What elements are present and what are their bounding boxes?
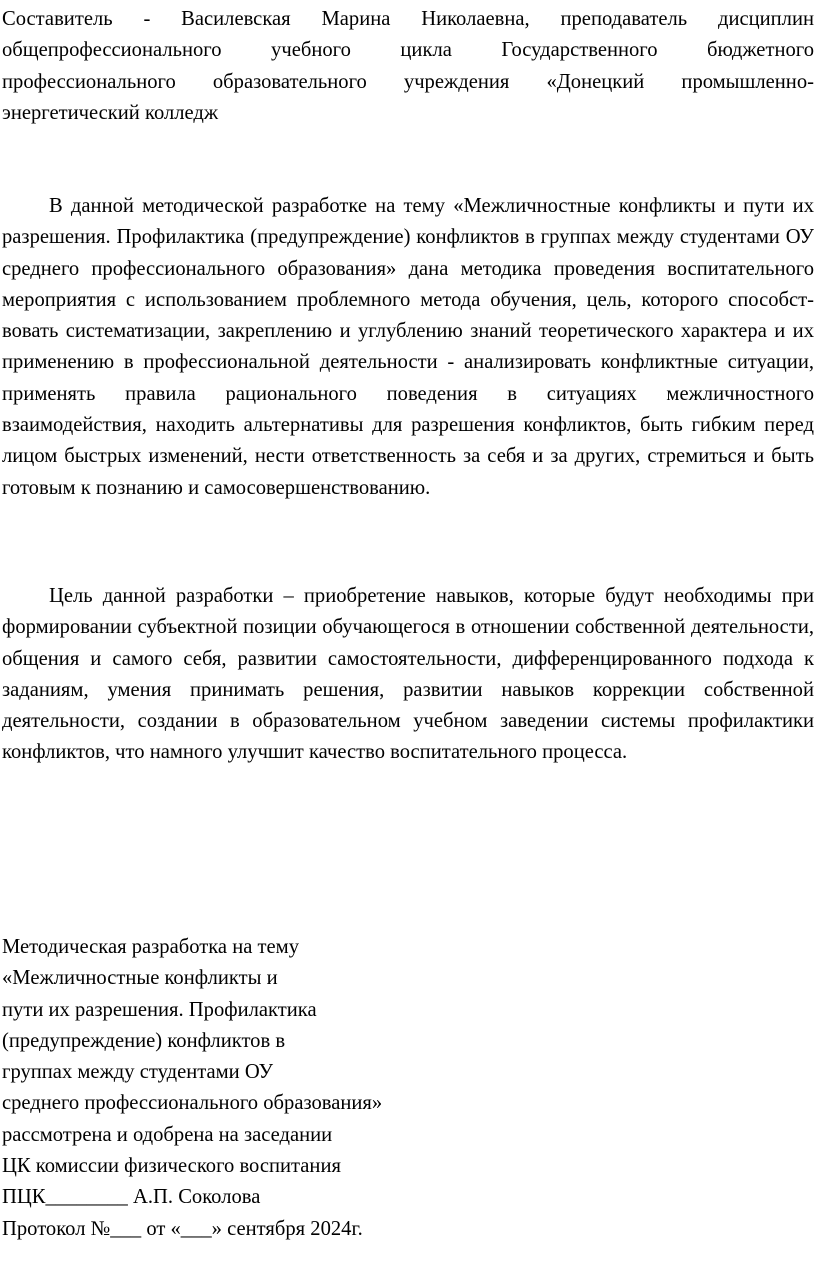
protocol-line: Протокол №___ от «___» сентября 2024г. <box>2 1217 363 1240</box>
author-paragraph: Составитель - Василевская Марина Николаевна, преподаватель дисциплин общепрофессионального учебного цикла Государственного бюджетного профессионального образовательного учреждения «Донецкий промышленно-энергетический колледж <box>2 8 814 124</box>
intro-paragraph: В данной методической разработке на тему «Межличностные конфликты и пути их разрешения. Профилактика (предупреждение) конфликтов в группах между студентами ОУ среднего профессионального образования» дана методика проведения воспитательного мероприятия с использованием проблемного метода обучения, цель, которого способст-вовать систематизации, закреплению и углублению знаний теоретического характера и их применению в профессиональной деятельности - анализировать конфликтные ситуации, применять правила рационального поведения в ситуациях межличностного взаимодействия, находить альтернативы для разрешения конфликтов, быть гибким перед лицом быстрых изменений, нести ответственность за себя и за других, стремиться и быть готовым к познанию и самосовершенствованию. <box>2 195 814 499</box>
approval-line: пути их разрешения. Профилактика <box>2 998 317 1021</box>
approval-line: ЦК комиссии физического воспитания <box>2 1155 341 1178</box>
approval-line: Методическая разработка на тему <box>2 936 299 958</box>
signature-line: ПЦК________ А.П. Соколова <box>2 1186 261 1209</box>
approval-line: «Межличностные конфликты и <box>2 967 278 990</box>
approval-line: среднего профессионального образования» <box>2 1092 383 1115</box>
goal-paragraph: Цель данной разработки – приобретение навыков, которые будут необходимы при формировании субъектной позиции обучающегося в отношении собственной деятельности, общения и самого себя, развитии самостоятельности, дифференцированного подхода к заданиям, умения принимать решения, развитии навыков коррекции собственной деятельности, создании в образовательном учебном заведении системы профилактики конфликтов, что намного улучшит качество воспитательного процесса. <box>2 585 814 764</box>
approval-block <box>2 932 562 1245</box>
approval-line: рассмотрена и одобрена на заседании <box>2 1123 333 1146</box>
approval-line: группах между студентами ОУ <box>2 1061 274 1084</box>
approval-line: (предупреждение) конфликтов в <box>2 1029 286 1052</box>
